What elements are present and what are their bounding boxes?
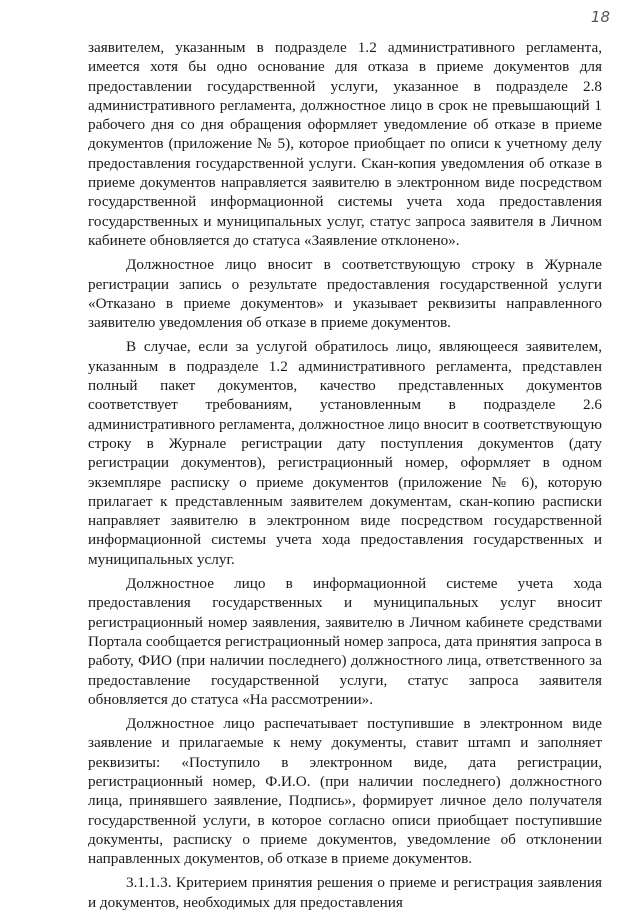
paragraph-2: Должностное лицо вносит в соответствующую строку в Журнале регистрации запись о результате предоставления государственной услуги «Отказано в приеме документов» и указывает реквизиты направленного заявителю уведомления об отказе в приеме документов. [88,256,602,332]
page-number: 18 [590,8,610,26]
paragraph-6: 3.1.1.3. Критерием принятия решения о приеме и регистрация заявления и документов, необходимых для предоставления [88,874,602,911]
paragraph-1: заявителем, указанным в подразделе 1.2 административного регламента, имеется хотя бы одно основание для отказа в приеме документов для предоставлении государственной услуги, указанное в подразделе 2.8 административного регламента, должностное лицо в срок не превышающий 1 рабочего дня со дня обращения оформляет уведомление об отказе в приеме документов (приложение № 5), которое приобщает по описи к учетному делу предоставления государственной услуги. Скан-копия уведомления об отказе в приеме документов направляется заявителю в электронном виде посредством государственной информационной системы учета хода предоставления государственных и муниципальных услуг, статус запроса заявителя в Личном кабинете обновляется до статуса «Заявление отклонено». [88,39,602,249]
paragraph-4: Должностное лицо в информационной системе учета хода предоставления государственных и муниципальных услуг вносит регистрационный номер заявления, заявителю в Личном кабинете средствами Портала сообщается регистрационный номер запроса, дата принятия запроса в работу, ФИО (при наличии последнего) должностного лица, ответственного за предоставление государственной услуги, статус запроса заявителя обновляется до статуса «На рассмотрении». [88,575,602,708]
paragraph-3: В случае, если за услугой обратилось лицо, являющееся заявителем, указанным в подразделе 1.2 административного регламента, представлен полный пакет документов, качество представленных документов соответствует требованиям, установленным в подразделе 2.6 административного регламента, должностное лицо вносит в соответствующую строку в Журнале регистрации дату поступления документов (дату регистрации документов), регистрационный номер, оформляет в одном экземпляре расписку о приеме документов (приложение № 6), которую прилагает к представленным заявителем документам, скан-копию расписки направляет заявителю в электронном виде посредством государственной информационной системы учета хода предоставления государственных и муниципальных услуг. [88,338,602,568]
document-body [88,38,602,912]
paragraph-5: Должностное лицо распечатывает поступившие в электронном виде заявление и прилагаемые к нему документы, ставит штамп и заполняет реквизиты: «Поступило в электронном виде, дата регистрации, регистрационный номер, Ф.И.О. (при наличии последнего) должностного лица, принявшего заявление, Подпись», формирует личное дело получателя государственной услуги, в которое согласно описи приобщает поступившие документы, расписку о приеме документов, уведомление об отклонении направленных документов, об отказе в приеме документов. [88,715,602,868]
